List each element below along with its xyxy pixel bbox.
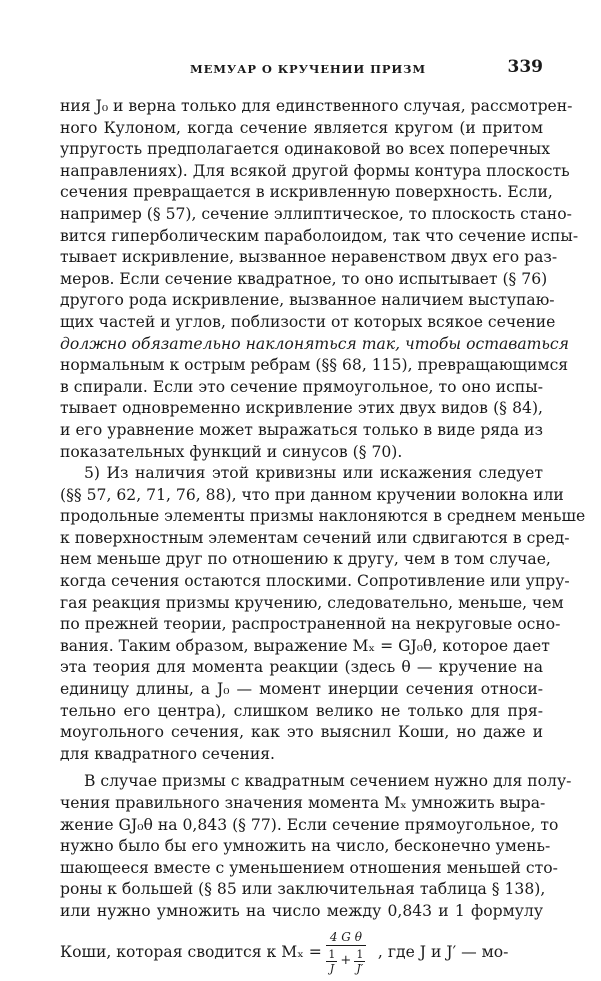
body-text: [60, 96, 586, 981]
text-line: ния J₀ и верна только для единственного случая, рассмотрен-: [60, 97, 573, 115]
text-line: к поверхностным элементам сечений или сдвигаются в сред-: [60, 528, 570, 547]
page-number: 339: [507, 57, 543, 77]
running-title: МЕМУАР О КРУЧЕНИИ ПРИЗМ: [190, 62, 426, 76]
text-line: ного Кулоном, когда сечение является кругом (и притом: [60, 118, 543, 137]
text-line: чения правильного значения момента Mₓ умножить выра-: [60, 794, 546, 812]
text-line: сечения превращается в искривленную поверхность. Если,: [60, 183, 553, 202]
formula-numerator: 4 G θ: [326, 929, 366, 946]
text-line: жение GJ₀θ на 0,843 (§ 77). Если сечение прямоугольное, то: [60, 815, 559, 834]
text-line: В случае призмы с квадратным сечением нужно для полу-: [84, 772, 572, 791]
cauchy-formula-fraction: [326, 929, 366, 975]
text-line: (§§ 57, 62, 71, 76, 88), что при данном кручении волокна или: [60, 485, 564, 504]
text-line: для квадратного сечения.: [60, 744, 276, 763]
text-line: роны к большей (§ 85 или заключительная таблица § 138),: [60, 880, 546, 899]
denominator-left-fraction: [326, 948, 337, 975]
text-line: тывает искривление, вызванное неравенством двух его раз-: [60, 248, 558, 267]
text-line: по прежней теории, распространенной на некруговые осно-: [60, 615, 561, 634]
denominator-right-fraction: [354, 948, 365, 975]
formula-suffix: , где J и J′ — мо-: [377, 942, 509, 961]
text-line: вится гиперболическим параболоидом, так что сечение испы-: [60, 226, 579, 245]
text-line: например (§ 57), сечение эллиптическое, то плоскость стано-: [60, 204, 572, 223]
text-line: должно обязательно наклоняться так, чтобы оставаться: [60, 334, 569, 353]
text-line: нем меньше друг по отношению к другу, чем в том случае,: [60, 550, 551, 569]
running-head: [60, 58, 543, 80]
left-frac-den: J: [329, 961, 335, 975]
text-line: гая реакция призмы кручению, следовательно, меньше, чем: [60, 593, 564, 612]
formula-prefix: Коши, которая сводится к Mₓ =: [60, 942, 322, 961]
formula-denominator: [326, 946, 365, 975]
text-line: шающееся вместе с уменьшением отношения меньшей сто-: [60, 858, 558, 877]
text-line: другого рода искривление, вызванное наличием выступаю-: [60, 291, 555, 310]
text-line: тельно его центра), слишком велико не только для пря-: [60, 701, 543, 720]
text-line: щих частей и углов, поблизости от которых всякое сечение: [60, 312, 556, 331]
text-line: моугольного сечения, как это выяснил Коши, но даже и: [60, 723, 543, 742]
text-line: упругость предполагается одинаковой во всех поперечных: [60, 140, 550, 159]
text-line: нужно было бы его умножить на число, бесконечно умень-: [60, 837, 551, 856]
formula-line: [60, 923, 543, 981]
text-line: меров. Если сечение квадратное, то оно испытывает (§ 76): [60, 269, 548, 288]
text-line: показательных функций и синусов (§ 70).: [60, 442, 403, 461]
text-line: 5) Из наличия этой кривизны или искажения следует: [84, 464, 543, 483]
right-frac-den: J′: [356, 961, 364, 975]
plus-sign: +: [340, 953, 352, 969]
right-frac-num: 1: [356, 947, 364, 961]
text-line: или нужно умножить на число между 0,843 и 1 формулу: [60, 901, 543, 920]
text-line: продольные элементы призмы наклоняются в среднем меньше: [60, 507, 586, 526]
left-frac-num: 1: [328, 947, 336, 961]
text-line: вания. Таким образом, выражение Mₓ = GJ₀θ, которое дает: [60, 636, 550, 655]
text-line: и его уравнение может выражаться только в виде ряда из: [60, 420, 543, 439]
text-line: эта теория для момента реакции (здесь θ — кручение на: [60, 658, 543, 677]
text-line: направлениях). Для всякой другой формы контура плоскость: [60, 161, 570, 180]
text-line: когда сечения остаются плоскими. Сопротивление или упру-: [60, 572, 570, 591]
text-line: тывает одновременно искривление этих двух видов (§ 84),: [60, 399, 543, 418]
text-line: нормальным к острым ребрам (§§ 68, 115), превращающимся: [60, 356, 569, 375]
text-line: в спирали. Если это сечение прямоугольное, то оно испы-: [60, 377, 543, 396]
text-line: единицу длины, а J₀ — момент инерции сечения относи-: [60, 680, 543, 699]
